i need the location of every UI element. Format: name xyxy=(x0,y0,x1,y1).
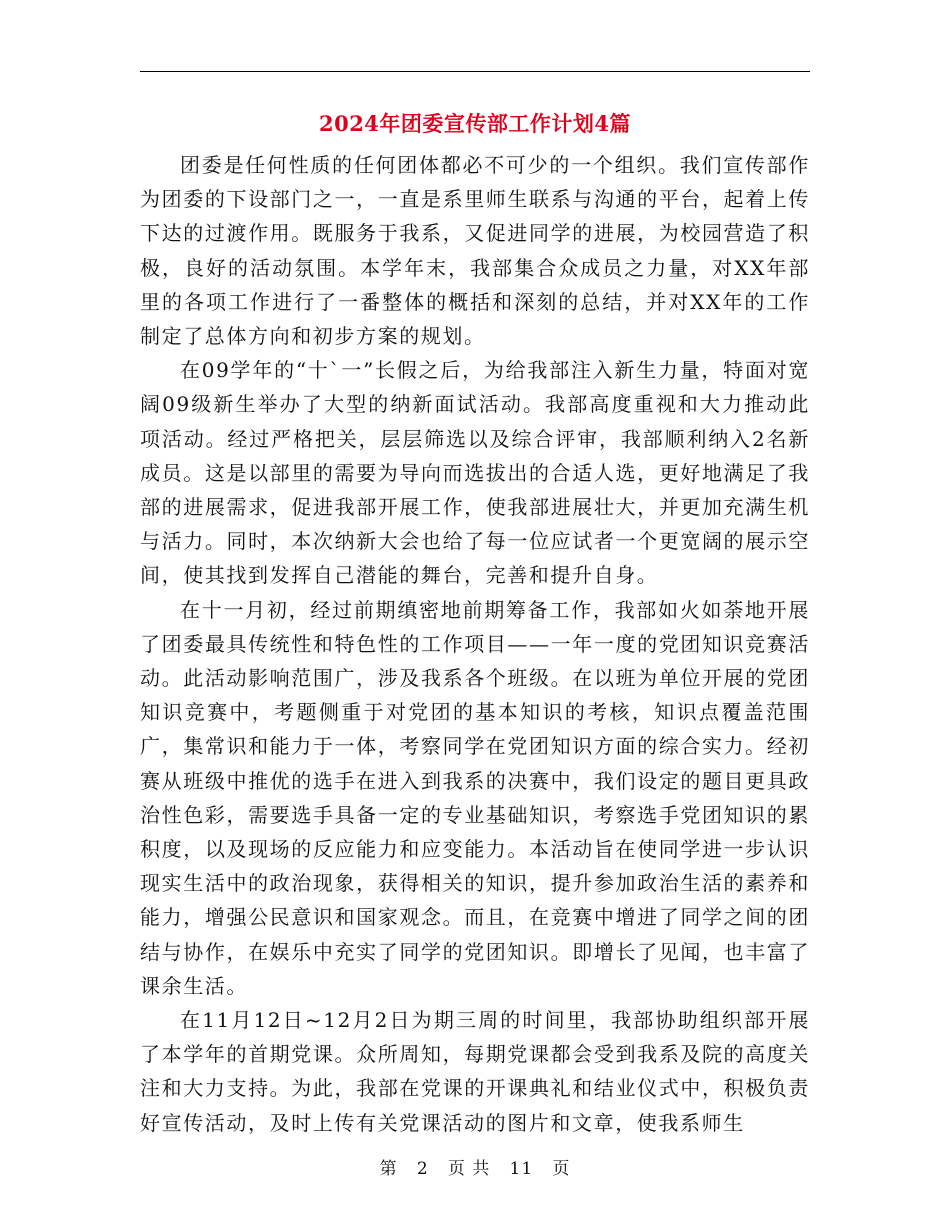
paragraph-2: 在09学年的“十`一”长假之后，为给我部注入新生力量，特面对宽阔09级新生举办了大型的纳新面试活动。我部高度重视和大力推动此项活动。经过严格把关，层层筛选以及综合评审，我部顺利纳入2名新成员。这是以部里的需要为导向而选拔出的合适人选，更好地满足了我部的进展需求，促进我部开展工作，使我部进展壮大，并更加充满生机与活力。同时，本次纳新大会也给了每一位应试者一个更宽阔的展示空间，使其找到发挥自己潜能的舞台，完善和提升自身。 xyxy=(140,358,810,588)
paragraph-4: 在11月12日~12月2日为期三周的时间里，我部协助组织部开展了本学年的首期党课。众所周知，每期党课都会受到我系及院的高度关注和大力支持。为此，我部在党课的开课典礼和结业仪式中，积极负责好宣传活动，及时上传有关党课活动的图片和文章，使我系师生 xyxy=(140,1008,810,1135)
footer-middle: 页 共 xyxy=(447,1159,491,1179)
footer-prefix: 第 xyxy=(379,1159,398,1179)
footer-page-number: 2 xyxy=(416,1159,429,1179)
footer-suffix: 页 xyxy=(552,1159,571,1179)
paragraph-1: 团委是任何性质的任何团体都必不可少的一个组织。我们宣传部作为团委的下设部门之一，一直是系里师生联系与沟通的平台，起着上传下达的过渡作用。既服务于我系，又促进同学的进展，为校园营造了积极，良好的活动氛围。本学年末，我部集合众成员之力量，对XX年部里的各项工作进行了一番整体的概括和深刻的总结，并对XX年的工作制定了总体方向和初步方案的规划。 xyxy=(140,153,810,349)
paragraph-3: 在十一月初，经过前期缜密地前期筹备工作，我部如火如荼地开展了团委最具传统性和特色性的工作项目——一年一度的党团知识竞赛活动。此活动影响范围广，涉及我系各个班级。在以班为单位开展的党团知识竞赛中，考题侧重于对党团的基本知识的考核，知识点覆盖范围广，集常识和能力于一体，考察同学在党团知识方面的综合实力。经初赛从班级中推优的选手在进入到我系的决赛中，我们设定的题目更具政治性色彩，需要选手具备一定的专业基础知识，考察选手党团知识的累积度，以及现场的反应能力和应变能力。本活动旨在使同学进一步认识现实生活中的政治现象，获得相关的知识，提升参加政治生活的素养和能力，增强公民意识和国家观念。而且，在竞赛中增进了同学之间的团结与协作，在娱乐中充实了同学的党团知识。即增长了见闻，也丰富了课余生活。 xyxy=(140,597,810,998)
document-body xyxy=(140,148,810,1140)
page-footer xyxy=(0,1154,950,1179)
document-title: 2024年团委宣传部工作计划4篇 xyxy=(318,111,632,136)
header-rule xyxy=(140,71,810,72)
footer-total-pages: 11 xyxy=(509,1159,534,1179)
